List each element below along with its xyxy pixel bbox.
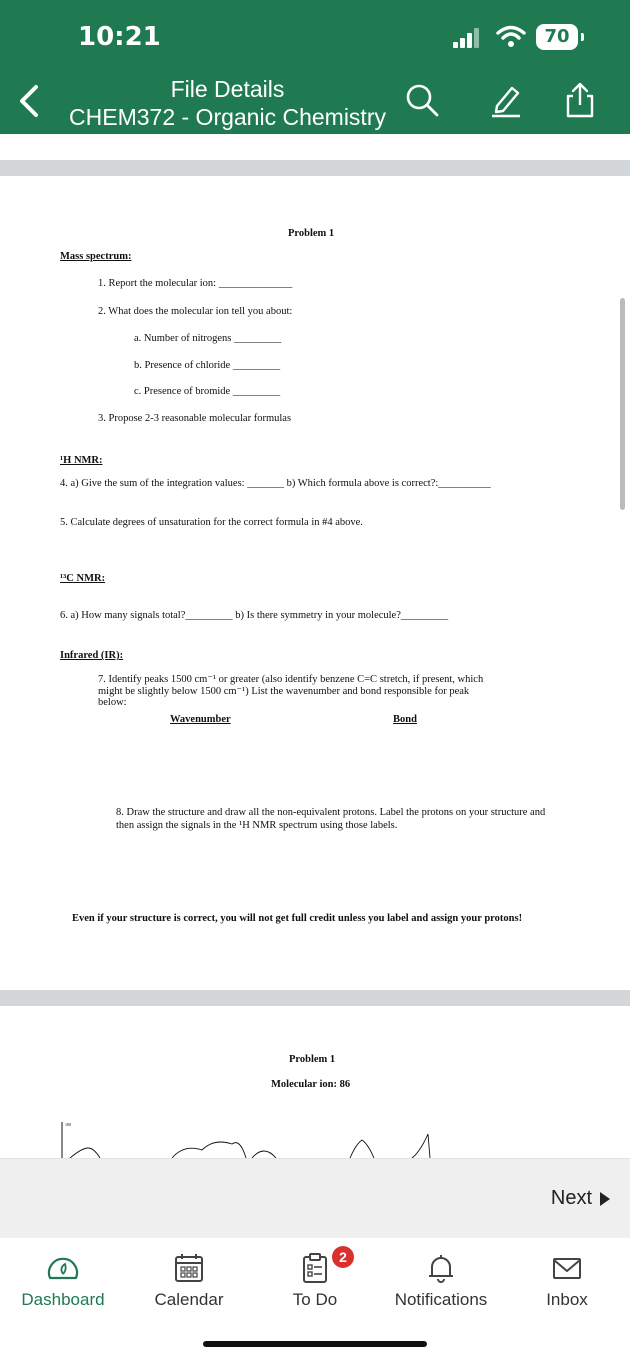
mass-spectrum-preview: [56, 1118, 476, 1158]
question-1: 1. Report the molecular ion: ______________: [98, 278, 293, 289]
credit-warning: Even if your structure is correct, you will not get full credit unless you label and assign your protons!: [72, 913, 523, 924]
question-7-line-3: below:: [98, 697, 127, 708]
course-subtitle: CHEM372 - Organic Chemistry I...: [69, 104, 386, 157]
app-header: [0, 0, 630, 157]
question-2c: c. Presence of bromide _________: [134, 386, 281, 397]
tab-label: Inbox: [546, 1290, 588, 1309]
problem-heading: Problem 1: [288, 228, 335, 239]
dashboard-icon: [47, 1252, 79, 1284]
tab-label: Dashboard: [21, 1290, 105, 1309]
hnmr-heading: ¹H NMR:: [60, 455, 103, 466]
question-5: 5. Calculate degrees of unsaturation for the correct formula in #4 above.: [60, 517, 363, 528]
page-title: File Details: [170, 76, 285, 102]
next-bar: [0, 1158, 630, 1239]
page-separator: [0, 160, 630, 176]
question-3: 3. Propose 2-3 reasonable molecular formulas: [98, 413, 292, 424]
wifi-icon: [496, 24, 526, 48]
axis-label-text: 100: [65, 1122, 71, 1127]
cnmr-heading: ¹³C NMR:: [60, 573, 106, 584]
tab-todo[interactable]: [252, 1238, 378, 1320]
question-2b: b. Presence of chloride _________: [134, 360, 281, 371]
page-separator: [0, 990, 630, 1006]
next-button[interactable]: Next: [550, 1187, 592, 1209]
ir-heading: Infrared (IR):: [60, 650, 124, 661]
status-time: 10:21: [78, 22, 161, 52]
annotate-pen-icon[interactable]: [488, 82, 524, 118]
document-page-2: [0, 1006, 630, 1158]
document-scrollbar[interactable]: [620, 298, 625, 510]
mass-spectrum-heading: Mass spectrum:: [60, 251, 132, 262]
molecular-ion-label: Molecular ion: 86: [271, 1079, 351, 1090]
tab-inbox[interactable]: [504, 1238, 630, 1320]
question-2a: a. Number of nitrogens _________: [134, 333, 282, 344]
tab-calendar[interactable]: [126, 1238, 252, 1320]
todo-icon: [299, 1252, 331, 1284]
home-indicator[interactable]: [203, 1341, 427, 1347]
inbox-icon: [551, 1252, 583, 1284]
tab-label: Calendar: [154, 1290, 224, 1309]
tab-label: Notifications: [394, 1290, 488, 1309]
question-4: 4. a) Give the sum of the integration values: _______ b) Which formula above is correct?:__________: [60, 478, 491, 489]
question-6: 6. a) How many signals total?_________ b) Is there symmetry in your molecule?_________: [60, 610, 449, 621]
question-8-line-2: then assign the signals in the ¹H NMR spectrum using those labels.: [116, 820, 398, 831]
wavenumber-column-header: Wavenumber: [170, 714, 231, 725]
back-chevron-icon[interactable]: [14, 84, 44, 118]
battery-indicator: 70: [536, 24, 578, 50]
tab-dashboard[interactable]: [0, 1238, 126, 1320]
problem-heading: Problem 1: [289, 1054, 336, 1065]
calendar-icon: [173, 1252, 205, 1284]
question-8-line-1: 8. Draw the structure and draw all the non-equivalent protons. Label the protons on your structure and: [116, 807, 546, 818]
question-2: 2. What does the molecular ion tell you about:: [98, 306, 293, 317]
question-7-line-2: might be slightly below 1500 cm⁻¹) List the wavenumber and bond responsible for peak: [98, 686, 470, 697]
bond-column-header: Bond: [393, 714, 417, 725]
share-icon[interactable]: [562, 82, 598, 118]
question-7-line-1: 7. Identify peaks 1500 cm⁻¹ or greater (also identify benzene C=C stretch, if present, which: [98, 674, 484, 685]
bell-icon: [425, 1252, 457, 1284]
document-page-1: [0, 176, 630, 990]
search-icon[interactable]: [404, 82, 440, 118]
tab-notifications[interactable]: [378, 1238, 504, 1320]
cellular-signal-icon: [453, 28, 481, 48]
tab-label: To Do: [292, 1290, 338, 1309]
next-arrow-icon[interactable]: [600, 1192, 610, 1206]
todo-count-badge: 2: [332, 1246, 354, 1268]
